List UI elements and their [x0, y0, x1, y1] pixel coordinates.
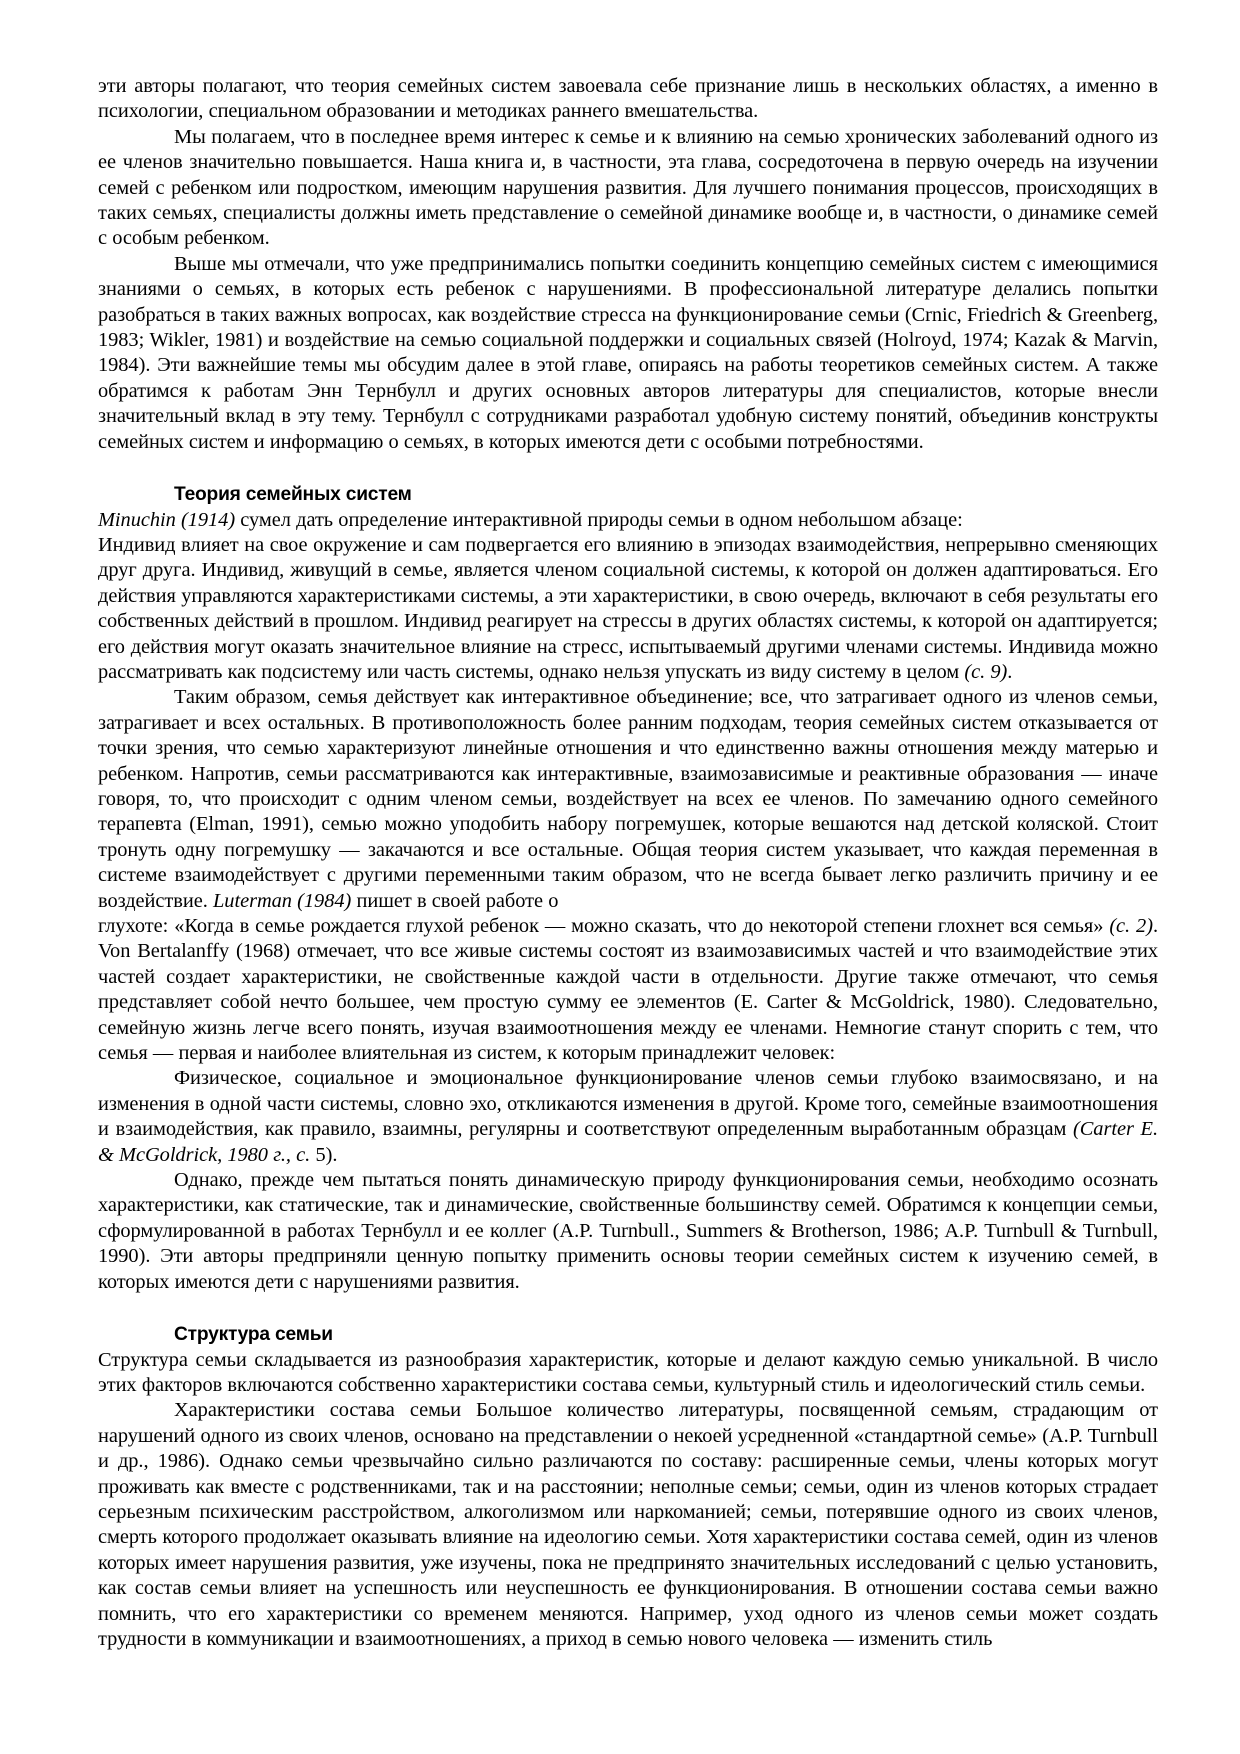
citation-carter-mcgoldrick: (Carter E. & McGoldrick, 1980 г., с.	[98, 1118, 1158, 1166]
citation-minuchin: Minuchin (1914)	[98, 508, 236, 531]
heading-family-structure: Структура семьи	[174, 1324, 333, 1346]
paragraph-interactive-union-part2: пишет в своей работе о	[351, 889, 559, 912]
paragraph-previous-attempts: Выше мы отмечали, что уже предпринимались попытки соединить концепцию семейных систем с имеющимися знаниями о семьях, в которых есть ребенок с нарушениями. В профессиональной литературе делались попытки разобраться в таких важных вопросах, как воздействие стресса на функционирование семьи (Crnic, Friedrich & Greenberg, 1983; Wikler, 1981) и воздействие на семью социальной поддержки и социальных связей (Holroyd, 1974; Kazak & Marvin, 1984). Эти важнейшие темы мы обсудим далее в этой главе, опираясь на работы теоретиков семейных систем. А также обратимся к работам Энн Тернбулл и других основных авторов литературы для специалистов, которые внесли значительный вклад в эту тему. Тернбулл с сотрудниками разработал удобную систему понятий, объединив конструкты семейных систем и информацию о семьях, в которых имеются дети с особыми потребностями.	[98, 252, 1158, 453]
page-content	[98, 74, 1158, 1652]
paragraph-physical-part2: 5).	[310, 1143, 338, 1166]
section-spacer-2	[98, 1295, 1158, 1322]
citation-luterman: Luterman (1984)	[213, 889, 352, 912]
paragraph-interactive-union	[98, 685, 1158, 914]
paragraph-physical-part1: Физическое, социальное и эмоциональное функционирование членов семьи глубоко взаимосвязано, и на изменения в одной части системы, словно эхо, откликаются изменения в другой. Кроме того, семейные взаимоотношения и взаимодействия, как правило, взаимны, регулярны и соответствуют определенным выработанным образцам	[98, 1067, 1158, 1141]
section-spacer	[98, 455, 1158, 482]
paragraph-composition-characteristics: Характеристики состава семьи Большое количество литературы, посвященной семьям, страдающим от нарушений одного из своих членов, основано на представлении о некоей усредненной «стандартной семье» (A.P. Turnbull и др., 1986). Однако семьи чрезвычайно сильно различаются по составу: расширенные семьи, члены которых могут проживать как вместе с родственниками, так и на расстоянии; неполные семьи; семьи, один из членов которых страдает серьезным психическим расстройством, алкоголизмом или наркоманией; семьи, потерявшие одного из своих членов, смерть которого продолжает оказывать влияние на идеологию семьи. Хотя характеристики состава семей, один из членов которых имеет нарушения развития, уже изучены, пока не предпринято значительных исследований с целью установить, как состав семьи влияет на успешность или неуспешность ее функционирования. В отношении состава семьи важно помнить, что его характеристики со временем меняются. Например, уход одного из членов семьи может создать трудности в коммуникации и взаимоотношениях, а приход в семью нового человека — изменить стиль	[98, 1399, 1158, 1650]
paragraph-structure-definition: Структура семьи складывается из разнообразия характеристик, которые и делают каждую семью уникальной. В число этих факторов включаются собственно характеристики состава семьи, культурный стиль и идеологический стиль семьи.	[98, 1348, 1158, 1396]
citation-page-ref-9: (с. 9)	[964, 660, 1008, 683]
paragraph-interest-in-family: Мы полагаем, что в последнее время интерес к семье и к влиянию на семью хронических заболеваний одного из ее членов значительно повышается. Наша книга и, в частности, эта глава, сосредоточена в первую очередь на изучении семей с ребенком или подростком, имеющим нарушения развития. Для лучшего понимания процессов, происходящих в таких семьях, специалисты должны иметь представление о семейной динамике вообще и, в частности, о динамике семей с особым ребенком.	[98, 125, 1158, 250]
quote-tail: .	[1007, 660, 1013, 683]
paragraph-minuchin-lead	[98, 508, 1158, 533]
paragraph-turnbull-concept: Однако, прежде чем пытаться понять динамическую природу функционирования семьи, необходимо осознать характеристики, как статические, так и динамические, свойственные большинству семей. Обратимся к концепции семьи, сформулированной в работах Тернбулл и ее коллег (A.P. Turnbull., Summers & Brotherson, 1986; A.P. Turnbull & Turnbull, 1990). Эти авторы предприняли ценную попытку применить основы теории семейных систем к изучению семей, в которых имеются дети с нарушениями развития.	[98, 1169, 1158, 1293]
paragraph-continuation: эти авторы полагают, что теория семейных систем завоевала себе признание лишь в нескольких областях, а именно в психологии, специальном образовании и методиках раннего вмешательства.	[98, 75, 1158, 123]
paragraph-deafness-part2: . Von Bertalanffy (1968) отмечает, что все живые системы состоят из взаимозависимых частей и что взаимодействие этих частей создает характеристики, не свойственные каждой части в отдельности. Другие также отмечают, что семья представляет собой нечто большее, чем простую сумму ее элементов (E. Carter & McGoldrick, 1980). Следовательно, семейную жизнь легче всего понять, изучая взаимоотношения между ее членами. Немногие станут спорить с тем, что семья — первая и наиболее влиятельная из систем, к которым принадлежит человек:	[98, 915, 1159, 1065]
minuchin-lead-rest: сумел дать определение интерактивной природы семьи в одном небольшом абзаце:	[235, 508, 963, 531]
citation-page-ref-2: (с. 2)	[1109, 915, 1153, 937]
paragraph-deafness	[98, 914, 1158, 1066]
paragraph-physical-social-emotional	[98, 1066, 1158, 1168]
paragraph-deafness-part1: глухоте: «Когда в семье рождается глухой ребенок — можно сказать, что до некоторой степени глохнет вся семья»	[98, 915, 1110, 937]
quote-body: Индивид влияет на свое окружение и сам подвергается его влиянию в эпизодах взаимодействия, непрерывно сменяющих друг друга. Индивид, живущий в семье, является членом социальной системы, к которой он должен адаптироваться. Его действия управляются характеристиками системы, а эти характеристики, в свою очередь, включают в себя результаты его собственных действий в прошлом. Индивид реагирует на стрессы в других областях системы, к которой он адаптируется; его действия могут оказать значительное влияние на стресс, испытываемый другими членами системы. Индивида можно рассматривать как подсистему или часть системы, однако нельзя упускать из виду систему в целом	[98, 533, 1158, 683]
blockquote-minuchin	[98, 533, 1158, 685]
heading-family-systems-theory: Теория семейных систем	[174, 484, 412, 506]
paragraph-interactive-union-part1: Таким образом, семья действует как интерактивное объединение; все, что затрагивает одного из членов семьи, затрагивает и всех остальных. В противоположность более ранним подходам, теория семейных систем отказывается от точки зрения, что семью характеризуют линейные отношения и что единственно важны отношения между матерью и ребенком. Напротив, семьи рассматриваются как интерактивные, взаимозависимые и реактивные образования — иначе говоря, то, что происходит с одним членом семьи, воздействует на всех ее членов. По замечанию одного семейного терапевта (Elman, 1991), семью можно уподобить набору погремушек, которые вешаются над детской коляской. Стоит тронуть одну погремушку — закачаются и все остальные. Общая теория систем указывает, что каждая переменная в системе взаимодействует с другими переменными таким образом, что не всегда бывает легко различить причину и ее воздействие.	[98, 686, 1158, 912]
